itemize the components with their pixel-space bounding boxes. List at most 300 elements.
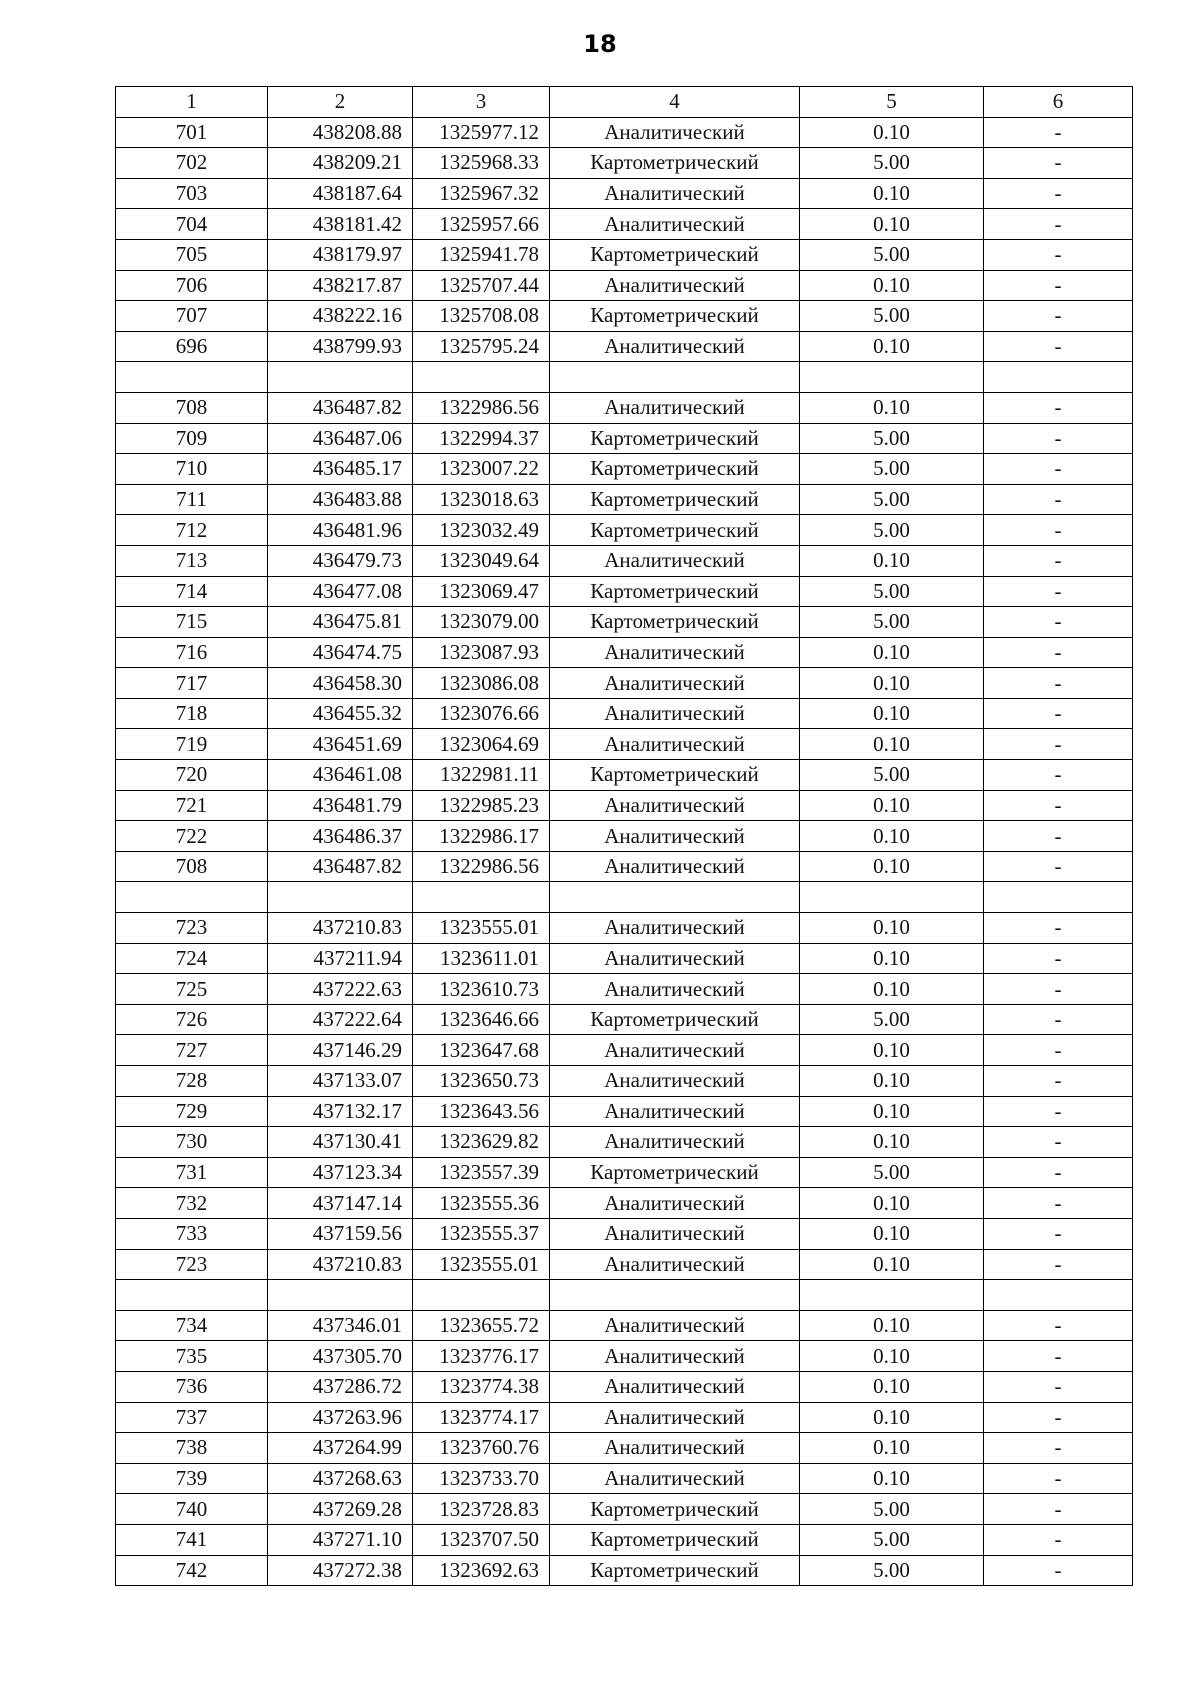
accuracy-cell: 5.00 [800,1157,984,1188]
table-row [116,1096,1133,1127]
table-row [116,790,1133,821]
x-coordinate-cell: 436483.88 [268,484,413,515]
y-coordinate-cell: 1323692.63 [413,1555,550,1586]
y-coordinate-cell: 1323629.82 [413,1127,550,1158]
x-coordinate-cell: 437133.07 [268,1066,413,1097]
y-coordinate-cell: 1323643.56 [413,1096,550,1127]
note-cell: - [984,943,1133,974]
accuracy-cell: 0.10 [800,1096,984,1127]
table-row [116,576,1133,607]
note-cell: - [984,239,1133,270]
accuracy-cell: 5.00 [800,1524,984,1555]
x-coordinate-cell: 438799.93 [268,331,413,362]
table-body [116,117,1133,1586]
method-cell: Картометрический [550,423,800,454]
x-coordinate-cell: 438181.42 [268,209,413,240]
y-coordinate-cell: 1323087.93 [413,637,550,668]
method-cell: Аналитический [550,545,800,576]
table-row [116,239,1133,270]
table-row [116,1524,1133,1555]
y-coordinate-cell: 1323774.17 [413,1402,550,1433]
note-cell [984,1280,1133,1311]
method-cell: Картометрический [550,484,800,515]
point-number-cell: 714 [116,576,268,607]
point-number-cell: 737 [116,1402,268,1433]
x-coordinate-cell: 437346.01 [268,1310,413,1341]
x-coordinate-cell: 437130.41 [268,1127,413,1158]
note-cell: - [984,1555,1133,1586]
y-coordinate-cell: 1322986.56 [413,392,550,423]
x-coordinate-cell [268,362,413,393]
x-coordinate-cell: 436474.75 [268,637,413,668]
y-coordinate-cell: 1323646.66 [413,1004,550,1035]
point-number-cell [116,362,268,393]
point-number-cell: 708 [116,851,268,882]
point-number-cell: 742 [116,1555,268,1586]
note-cell: - [984,576,1133,607]
note-cell: - [984,637,1133,668]
method-cell [550,1280,800,1311]
table-row [116,943,1133,974]
y-coordinate-cell: 1322986.56 [413,851,550,882]
y-coordinate-cell: 1323018.63 [413,484,550,515]
accuracy-cell: 0.10 [800,943,984,974]
method-cell: Аналитический [550,1463,800,1494]
note-cell: - [984,1524,1133,1555]
point-number-cell: 730 [116,1127,268,1158]
table-row [116,423,1133,454]
y-coordinate-cell: 1323076.66 [413,698,550,729]
accuracy-cell: 5.00 [800,1555,984,1586]
note-cell: - [984,301,1133,332]
y-coordinate-cell: 1325941.78 [413,239,550,270]
point-number-cell: 740 [116,1494,268,1525]
table-row [116,1494,1133,1525]
point-number-cell: 724 [116,943,268,974]
note-cell: - [984,1310,1133,1341]
y-coordinate-cell: 1322986.17 [413,821,550,852]
point-number-cell: 729 [116,1096,268,1127]
point-number-cell: 722 [116,821,268,852]
method-cell: Аналитический [550,1218,800,1249]
note-cell: - [984,148,1133,179]
table-header-row [116,87,1133,118]
table-row [116,1035,1133,1066]
x-coordinate-cell: 437222.63 [268,974,413,1005]
y-coordinate-cell: 1323557.39 [413,1157,550,1188]
method-cell: Аналитический [550,668,800,699]
x-coordinate-cell: 436479.73 [268,545,413,576]
x-coordinate-cell: 438222.16 [268,301,413,332]
x-coordinate-cell [268,882,413,913]
note-cell: - [984,821,1133,852]
x-coordinate-cell: 438209.21 [268,148,413,179]
accuracy-cell: 5.00 [800,607,984,638]
method-cell: Аналитический [550,1310,800,1341]
x-coordinate-cell: 436451.69 [268,729,413,760]
method-cell: Картометрический [550,301,800,332]
method-cell: Аналитический [550,1035,800,1066]
note-cell: - [984,668,1133,699]
accuracy-cell: 5.00 [800,423,984,454]
x-coordinate-cell: 437286.72 [268,1371,413,1402]
table-row [116,515,1133,546]
method-cell: Аналитический [550,698,800,729]
y-coordinate-cell: 1323555.36 [413,1188,550,1219]
table-row [116,913,1133,944]
method-cell: Аналитический [550,1096,800,1127]
method-cell: Аналитический [550,943,800,974]
method-cell: Аналитический [550,790,800,821]
point-number-cell: 709 [116,423,268,454]
method-cell: Картометрический [550,1494,800,1525]
table-row [116,1463,1133,1494]
table-row [116,331,1133,362]
method-cell: Аналитический [550,821,800,852]
note-cell: - [984,1157,1133,1188]
y-coordinate-cell: 1325707.44 [413,270,550,301]
method-cell: Аналитический [550,1433,800,1464]
point-number-cell: 704 [116,209,268,240]
x-coordinate-cell: 437146.29 [268,1035,413,1066]
note-cell: - [984,117,1133,148]
table-row [116,760,1133,791]
table-row [116,1433,1133,1464]
accuracy-cell: 0.10 [800,392,984,423]
y-coordinate-cell [413,1280,550,1311]
table-row [116,607,1133,638]
method-cell: Аналитический [550,209,800,240]
table-row [116,392,1133,423]
note-cell: - [984,1341,1133,1372]
point-number-cell: 734 [116,1310,268,1341]
x-coordinate-cell: 438187.64 [268,178,413,209]
accuracy-cell: 5.00 [800,484,984,515]
y-coordinate-cell: 1323086.08 [413,668,550,699]
header-cell: 4 [550,87,800,118]
accuracy-cell: 5.00 [800,301,984,332]
x-coordinate-cell: 436475.81 [268,607,413,638]
note-cell: - [984,331,1133,362]
accuracy-cell: 5.00 [800,1004,984,1035]
point-number-cell: 735 [116,1341,268,1372]
accuracy-cell: 0.10 [800,178,984,209]
y-coordinate-cell: 1323555.01 [413,913,550,944]
note-cell: - [984,1463,1133,1494]
x-coordinate-cell: 436481.79 [268,790,413,821]
x-coordinate-cell: 436477.08 [268,576,413,607]
method-cell: Аналитический [550,1402,800,1433]
point-number-cell: 708 [116,392,268,423]
accuracy-cell: 0.10 [800,270,984,301]
x-coordinate-cell: 436487.82 [268,392,413,423]
table-row [116,821,1133,852]
header-cell: 2 [268,87,413,118]
y-coordinate-cell: 1323069.47 [413,576,550,607]
point-number-cell: 721 [116,790,268,821]
method-cell: Аналитический [550,974,800,1005]
method-cell: Аналитический [550,331,800,362]
table-row [116,301,1133,332]
note-cell: - [984,729,1133,760]
method-cell: Картометрический [550,1157,800,1188]
point-number-cell: 726 [116,1004,268,1035]
method-cell: Картометрический [550,576,800,607]
y-coordinate-cell: 1323774.38 [413,1371,550,1402]
point-number-cell: 707 [116,301,268,332]
accuracy-cell: 0.10 [800,1371,984,1402]
header-cell: 6 [984,87,1133,118]
y-coordinate-cell: 1323611.01 [413,943,550,974]
table-row [116,1402,1133,1433]
table-row [116,1157,1133,1188]
method-cell: Аналитический [550,270,800,301]
method-cell: Картометрический [550,1555,800,1586]
method-cell: Картометрический [550,148,800,179]
y-coordinate-cell: 1325708.08 [413,301,550,332]
table-row [116,148,1133,179]
point-number-cell: 723 [116,1249,268,1280]
y-coordinate-cell [413,362,550,393]
note-cell: - [984,392,1133,423]
accuracy-cell: 0.10 [800,1035,984,1066]
y-coordinate-cell: 1323733.70 [413,1463,550,1494]
method-cell: Аналитический [550,729,800,760]
method-cell: Аналитический [550,392,800,423]
accuracy-cell: 0.10 [800,790,984,821]
x-coordinate-cell: 436458.30 [268,668,413,699]
point-number-cell: 702 [116,148,268,179]
y-coordinate-cell: 1323647.68 [413,1035,550,1066]
table-row [116,1066,1133,1097]
table-row [116,209,1133,240]
accuracy-cell: 0.10 [800,729,984,760]
note-cell [984,362,1133,393]
point-number-cell: 715 [116,607,268,638]
method-cell: Аналитический [550,851,800,882]
note-cell: - [984,851,1133,882]
y-coordinate-cell: 1323064.69 [413,729,550,760]
note-cell: - [984,484,1133,515]
point-number-cell: 738 [116,1433,268,1464]
point-number-cell: 733 [116,1218,268,1249]
note-cell: - [984,545,1133,576]
y-coordinate-cell [413,882,550,913]
note-cell: - [984,760,1133,791]
table-row [116,545,1133,576]
note-cell: - [984,1371,1133,1402]
y-coordinate-cell: 1323728.83 [413,1494,550,1525]
table-row [116,270,1133,301]
point-number-cell: 718 [116,698,268,729]
accuracy-cell: 5.00 [800,148,984,179]
x-coordinate-cell: 437210.83 [268,1249,413,1280]
method-cell: Картометрический [550,1004,800,1035]
accuracy-cell: 0.10 [800,821,984,852]
accuracy-cell: 0.10 [800,1218,984,1249]
accuracy-cell: 5.00 [800,515,984,546]
point-number-cell: 713 [116,545,268,576]
table-row [116,117,1133,148]
method-cell: Аналитический [550,1066,800,1097]
table-row [116,1310,1133,1341]
note-cell: - [984,698,1133,729]
point-number-cell: 706 [116,270,268,301]
page-number: 18 [583,30,617,58]
x-coordinate-cell: 437211.94 [268,943,413,974]
accuracy-cell: 0.10 [800,1310,984,1341]
accuracy-cell: 5.00 [800,576,984,607]
accuracy-cell [800,1280,984,1311]
table-row [116,1218,1133,1249]
method-cell: Аналитический [550,178,800,209]
accuracy-cell: 0.10 [800,1188,984,1219]
table-row [116,698,1133,729]
accuracy-cell [800,362,984,393]
x-coordinate-cell: 437147.14 [268,1188,413,1219]
note-cell: - [984,209,1133,240]
point-number-cell [116,882,268,913]
table-row [116,1188,1133,1219]
note-cell: - [984,1218,1133,1249]
accuracy-cell: 0.10 [800,331,984,362]
accuracy-cell: 0.10 [800,209,984,240]
x-coordinate-cell: 438217.87 [268,270,413,301]
header-cell: 5 [800,87,984,118]
point-number-cell: 717 [116,668,268,699]
point-number-cell: 705 [116,239,268,270]
y-coordinate-cell: 1323650.73 [413,1066,550,1097]
point-number-cell: 731 [116,1157,268,1188]
y-coordinate-cell: 1323032.49 [413,515,550,546]
note-cell: - [984,1249,1133,1280]
table-row [116,668,1133,699]
method-cell: Картометрический [550,760,800,791]
table-row [116,1371,1133,1402]
point-number-cell [116,1280,268,1311]
method-cell: Аналитический [550,1371,800,1402]
x-coordinate-cell: 437132.17 [268,1096,413,1127]
table-row [116,1249,1133,1280]
method-cell: Картометрический [550,607,800,638]
x-coordinate-cell: 437264.99 [268,1433,413,1464]
y-coordinate-cell: 1323007.22 [413,454,550,485]
note-cell: - [984,1188,1133,1219]
method-cell: Аналитический [550,1341,800,1372]
y-coordinate-cell: 1323776.17 [413,1341,550,1372]
accuracy-cell: 5.00 [800,760,984,791]
method-cell: Аналитический [550,1188,800,1219]
y-coordinate-cell: 1323555.37 [413,1218,550,1249]
point-number-cell: 701 [116,117,268,148]
point-number-cell: 703 [116,178,268,209]
method-cell: Аналитический [550,913,800,944]
point-number-cell: 696 [116,331,268,362]
y-coordinate-cell: 1322994.37 [413,423,550,454]
y-coordinate-cell: 1322981.11 [413,760,550,791]
x-coordinate-cell: 436485.17 [268,454,413,485]
table-row [116,1341,1133,1372]
accuracy-cell [800,882,984,913]
table-row [116,454,1133,485]
y-coordinate-cell: 1325968.33 [413,148,550,179]
accuracy-cell: 0.10 [800,1341,984,1372]
x-coordinate-cell: 436461.08 [268,760,413,791]
y-coordinate-cell: 1323707.50 [413,1524,550,1555]
note-cell: - [984,454,1133,485]
accuracy-cell: 0.10 [800,117,984,148]
x-coordinate-cell: 437272.38 [268,1555,413,1586]
y-coordinate-cell: 1325977.12 [413,117,550,148]
x-coordinate-cell: 436487.06 [268,423,413,454]
x-coordinate-cell: 437263.96 [268,1402,413,1433]
y-coordinate-cell: 1325795.24 [413,331,550,362]
accuracy-cell: 0.10 [800,637,984,668]
y-coordinate-cell: 1322985.23 [413,790,550,821]
x-coordinate-cell: 437269.28 [268,1494,413,1525]
x-coordinate-cell: 437222.64 [268,1004,413,1035]
method-cell: Картометрический [550,239,800,270]
table-row [116,851,1133,882]
method-cell: Аналитический [550,1127,800,1158]
x-coordinate-cell: 436481.96 [268,515,413,546]
y-coordinate-cell: 1323079.00 [413,607,550,638]
y-coordinate-cell: 1323760.76 [413,1433,550,1464]
x-coordinate-cell: 437123.34 [268,1157,413,1188]
x-coordinate-cell: 437159.56 [268,1218,413,1249]
accuracy-cell: 0.10 [800,1066,984,1097]
table-row [116,1004,1133,1035]
accuracy-cell: 0.10 [800,698,984,729]
table-row [116,974,1133,1005]
point-number-cell: 736 [116,1371,268,1402]
method-cell [550,362,800,393]
note-cell: - [984,1035,1133,1066]
note-cell: - [984,1127,1133,1158]
x-coordinate-cell: 438179.97 [268,239,413,270]
accuracy-cell: 0.10 [800,851,984,882]
note-cell: - [984,913,1133,944]
note-cell: - [984,974,1133,1005]
point-number-cell: 727 [116,1035,268,1066]
point-number-cell: 710 [116,454,268,485]
note-cell: - [984,423,1133,454]
note-cell: - [984,790,1133,821]
note-cell: - [984,1433,1133,1464]
table-row [116,178,1133,209]
x-coordinate-cell: 438208.88 [268,117,413,148]
accuracy-cell: 0.10 [800,913,984,944]
accuracy-cell: 0.10 [800,1433,984,1464]
accuracy-cell: 5.00 [800,1494,984,1525]
accuracy-cell: 0.10 [800,545,984,576]
header-cell: 1 [116,87,268,118]
point-number-cell: 739 [116,1463,268,1494]
accuracy-cell: 0.10 [800,668,984,699]
note-cell: - [984,1096,1133,1127]
table-row [116,729,1133,760]
note-cell [984,882,1133,913]
table-row [116,637,1133,668]
table-row [116,1555,1133,1586]
point-number-cell: 719 [116,729,268,760]
accuracy-cell: 5.00 [800,454,984,485]
method-cell [550,882,800,913]
note-cell: - [984,270,1133,301]
note-cell: - [984,1494,1133,1525]
accuracy-cell: 0.10 [800,1249,984,1280]
x-coordinate-cell: 437271.10 [268,1524,413,1555]
